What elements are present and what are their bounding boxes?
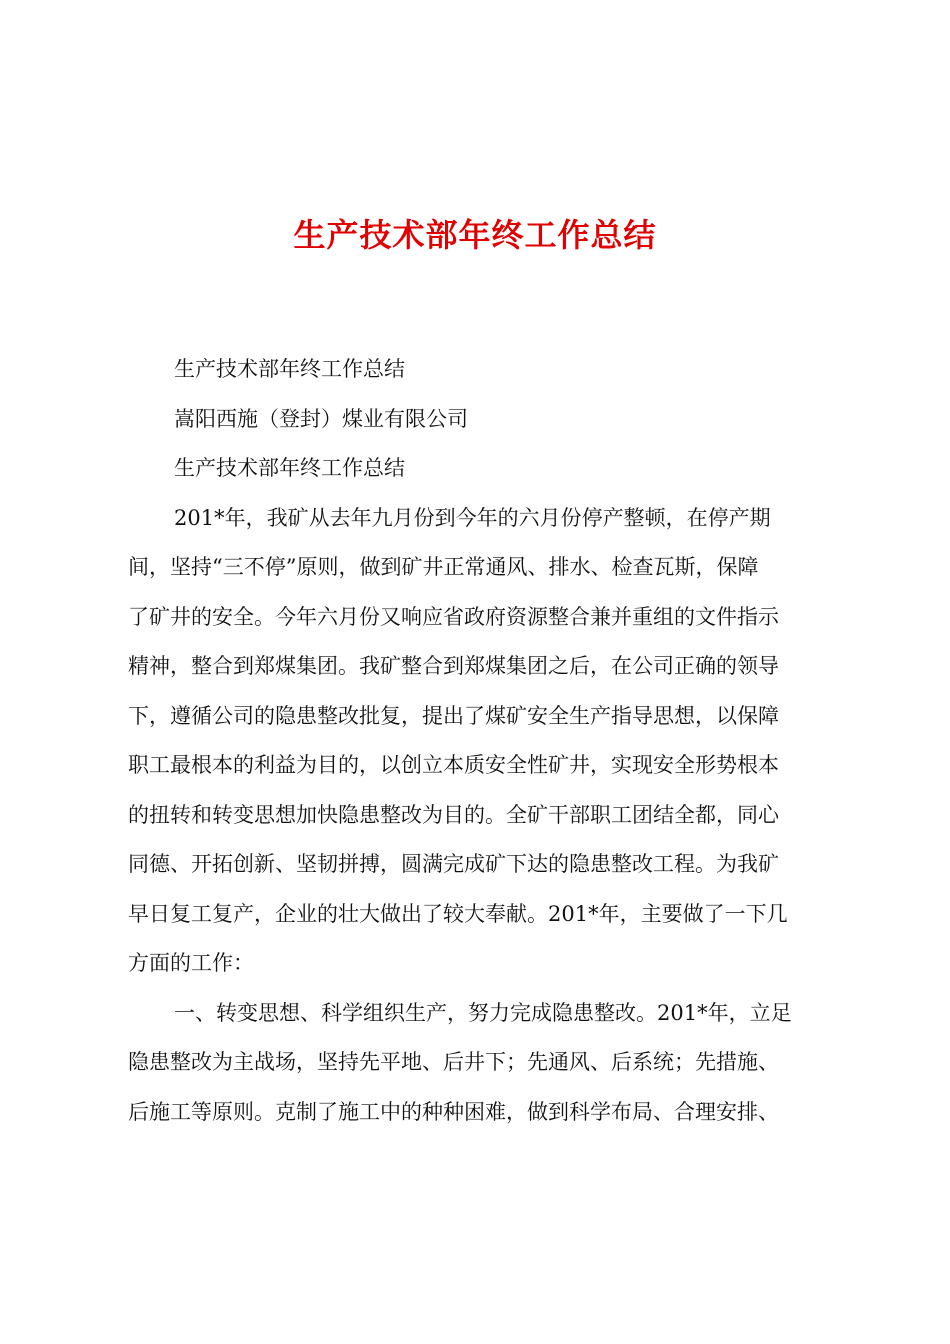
paragraph-1 [128, 494, 831, 989]
heading-line: 生产技术部年终工作总结 [174, 456, 405, 480]
paragraph-line: 隐患整改为主战场，坚持先平地、后井下；先通风、后系统；先措施、 [128, 1050, 779, 1074]
paragraph-line: 下，遵循公司的隐患整改批复，提出了煤矿安全生产指导思想，以保障 [128, 703, 779, 728]
heading-line: 生产技术部年终工作总结 [174, 357, 405, 381]
paragraph-line: 同德、开拓创新、坚韧拼搏，圆满完成矿下达的隐患整改工程。为我矿 [128, 852, 779, 876]
paragraph-line: 精神，整合到郑煤集团。我矿整合到郑煤集团之后，在公司正确的领导 [128, 654, 779, 678]
paragraph-line: 职工最根本的利益为目的，以创立本质安全性矿井，实现安全形势根本 [128, 753, 779, 777]
document-title: 生产技术部年终工作总结 [293, 216, 657, 254]
paragraph-line: 了矿井的安全。今年六月份又响应省政府资源整合兼并重组的文件指示 [128, 604, 779, 629]
paragraph-2 [128, 989, 831, 1138]
document-body [128, 345, 831, 1137]
company-name: 嵩阳西施（登封）煤业有限公司 [174, 406, 468, 431]
paragraph-line: 方面的工作： [128, 951, 254, 975]
paragraph-line: 间，坚持“三不停”原则，做到矿井正常通风、排水、检查瓦斯，保障 [128, 555, 759, 579]
paragraph-line: 201*年，我矿从去年九月份到今年的六月份停产整顿，在停产期 [174, 505, 771, 530]
paragraph-line: 的扭转和转变思想加快隐患整改为目的。全矿干部职工团结全都，同心 [128, 802, 779, 827]
paragraph-line: 后施工等原则。克制了施工中的种种困难，做到科学布局、合理安排、 [128, 1099, 779, 1124]
paragraph-line: 早日复工复产，企业的壮大做出了较大奉献。201*年，主要做了一下几 [128, 901, 788, 926]
paragraph-line: 一、转变思想、科学组织生产，努力完成隐患整改。201*年，立足 [174, 1000, 792, 1025]
